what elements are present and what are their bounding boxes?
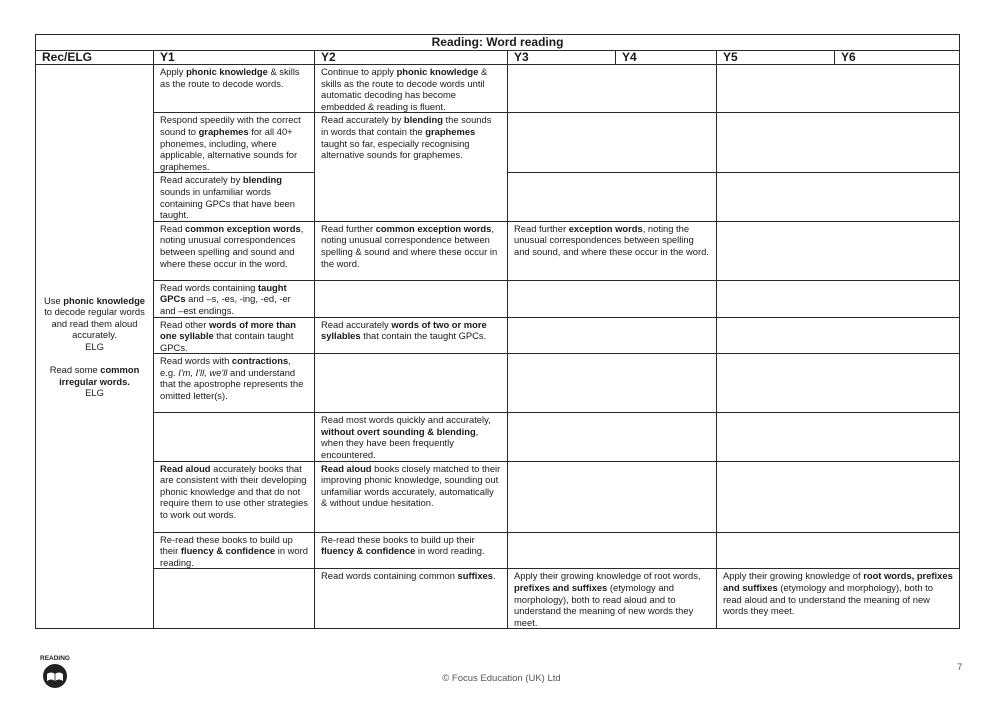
header-y2: Y2 [315, 51, 508, 65]
r10-y2: Re-read these books to build up their fluency & confidence in word reading. [315, 532, 508, 569]
header-y3: Y3 [508, 51, 616, 65]
r4-y3-y4: Read further exception words, noting the unusual correspondences between spelling and sound, and where these occur in the word. [508, 221, 717, 280]
rec-elg-phonic: Use phonic knowledge to decode regular words and read them aloud accurately. [43, 294, 146, 341]
r9-y5-y6 [717, 461, 960, 532]
r2-y5-y6 [717, 113, 960, 173]
r5-y2 [315, 280, 508, 317]
r5-y1: Read words containing taught GPCs and –s, -es, -ing, -ed, -er and –est endings. [154, 280, 315, 317]
r8-y5-y6 [717, 413, 960, 461]
r2-y1: Respond speedily with the correct sound to graphemes for all 40+ phonemes, including, where applicable, alternative sounds for graphemes. [154, 113, 315, 173]
r3-y3-y4 [508, 173, 717, 221]
r10-y3-y4 [508, 532, 717, 569]
header-y5: Y5 [717, 51, 835, 65]
table-row [36, 65, 960, 113]
r7-y1: Read words with contractions, e.g. I'm, I'll, we'll and understand that the apostrophe represents the omitted letter(s). [154, 354, 315, 413]
r1-y5-y6 [717, 65, 960, 113]
table-row [36, 569, 960, 629]
table-title: Reading: Word reading [36, 35, 960, 51]
r9-y3-y4 [508, 461, 717, 532]
r9-y1: Read aloud accurately books that are consistent with their developing phonic knowledge and that do not require them to use other strategies to work out words. [154, 461, 315, 532]
table-row [36, 317, 960, 354]
r8-y1 [154, 413, 315, 461]
reading-logo [38, 652, 72, 690]
r10-y1: Re-read these books to build up their fluency & confidence in word reading. [154, 532, 315, 569]
logo-text: READING [40, 655, 70, 662]
r8-y3-y4 [508, 413, 717, 461]
r10-y5-y6 [717, 532, 960, 569]
r3-y1: Read accurately by blending sounds in unfamiliar words containing GPCs that have been taught. [154, 173, 315, 221]
rec-elg-cell [36, 65, 154, 629]
header-y4: Y4 [616, 51, 717, 65]
r6-y3-y4 [508, 317, 717, 354]
r4-y2: Read further common exception words, noting unusual correspondence between spelling & sound and where these occur in the word. [315, 221, 508, 280]
rec-elg-tag-1: ELG [85, 340, 104, 352]
header-y1: Y1 [154, 51, 315, 65]
r6-y5-y6 [717, 317, 960, 354]
r11-y3-y4: Apply their growing knowledge of root words, prefixes and suffixes (etymology and morphology), both to read aloud and to understand the meaning of new words they meet. [508, 569, 717, 629]
table-row [36, 221, 960, 280]
r3-y5-y6 [717, 173, 960, 221]
page-number: 7 [957, 662, 963, 673]
table-row [36, 413, 960, 461]
table-row [36, 354, 960, 413]
rec-elg-tag-2: ELG [85, 387, 104, 399]
r5-y3-y4 [508, 280, 717, 317]
r1-y3-y4 [508, 65, 717, 113]
header-y6: Y6 [835, 51, 960, 65]
table-row [36, 532, 960, 569]
r2-y2: Read accurately by blending the sounds in words that contain the graphemes taught so far, especially recognising alternative sounds for graphemes. [315, 113, 508, 221]
r2-y3-y4 [508, 113, 717, 173]
r7-y5-y6 [717, 354, 960, 413]
r6-y2: Read accurately words of two or more syllables that contain the taught GPCs. [315, 317, 508, 354]
r6-y1: Read other words of more than one syllable that contain taught GPCs. [154, 317, 315, 354]
r9-y2: Read aloud books closely matched to their improving phonic knowledge, sounding out unfamiliar words accurately, automatically & without undue hesitation. [315, 461, 508, 532]
r4-y5-y6 [717, 221, 960, 280]
r7-y2 [315, 354, 508, 413]
rec-elg-irregular: Read some common irregular words. [49, 364, 140, 387]
table-row [36, 113, 960, 173]
r8-y2: Read most words quickly and accurately, without overt sounding & blending, when they have been frequently encountered. [315, 413, 508, 461]
r11-y2: Read words containing common suffixes. [315, 569, 508, 629]
r7-y3-y4 [508, 354, 717, 413]
header-rec-elg: Rec/ELG [36, 51, 154, 65]
r11-y5-y6: Apply their growing knowledge of root words, prefixes and suffixes (etymology and morphology), both to read aloud and to understand the meaning of new words they meet. [717, 569, 960, 629]
r1-y1: Apply phonic knowledge & skills as the route to decode words. [154, 65, 315, 113]
r5-y5-y6 [717, 280, 960, 317]
table-row [36, 461, 960, 532]
r4-y1: Read common exception words, noting unusual correspondences between spelling and sound and where these occur in the word. [154, 221, 315, 280]
word-reading-table [35, 34, 960, 629]
r1-y2: Continue to apply phonic knowledge & skills as the route to decode words until automatic decoding has become embedded & reading is fluent. [315, 65, 508, 113]
r11-y1 [154, 569, 315, 629]
table-row [36, 280, 960, 317]
header-row [36, 51, 960, 65]
copyright-footer: © Focus Education (UK) Ltd [442, 673, 561, 684]
